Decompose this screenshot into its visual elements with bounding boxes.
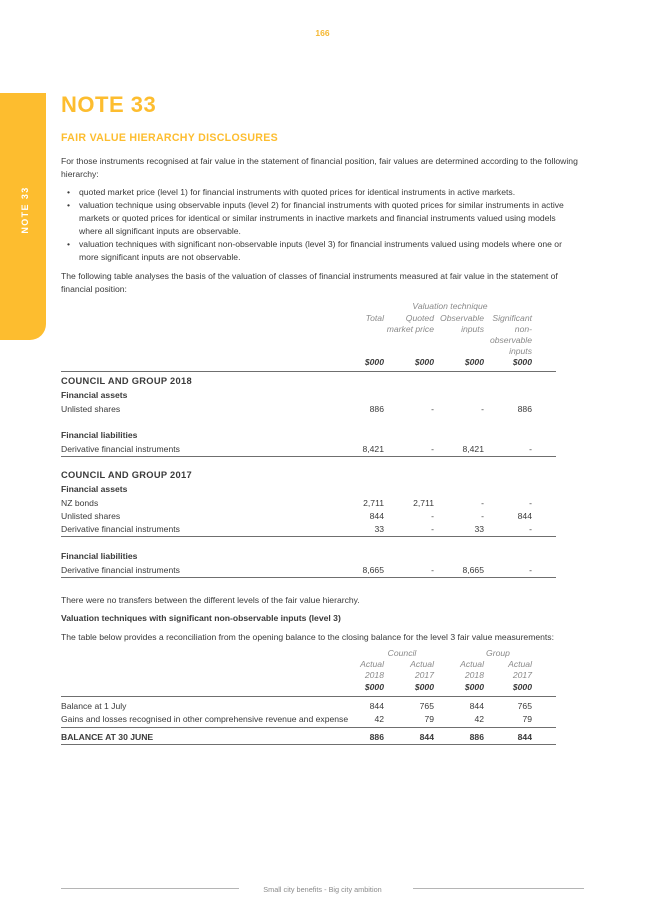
cell-quoted: - [431, 404, 434, 414]
cell-group-2017: 844 [517, 732, 532, 742]
cell-significant: - [529, 498, 532, 508]
unit-label: $000 [414, 357, 434, 367]
cell-significant: 886 [517, 404, 532, 414]
table-row [61, 564, 556, 576]
valuation-techniques-heading: Valuation techniques with significant non-observable inputs (level 3) [61, 613, 341, 623]
cell-observable: 8,421 [462, 444, 484, 454]
table-row [61, 497, 556, 509]
cell-group-2017: 765 [517, 701, 532, 711]
council-header: Council [387, 648, 417, 658]
cell-group-2018: 844 [469, 701, 484, 711]
col-significant-header-1: Significant [492, 313, 532, 323]
table-rule [61, 696, 556, 697]
actual-header: Actual [410, 659, 434, 669]
list-item: • valuation technique using observable inputs (level 2) for financial instruments with quoted prices for similar instruments in active markets or quoted prices for identical or similar instruments in inactive markets and financial instruments valued using models where all significant inputs are observable. [61, 199, 581, 238]
unit-label: $000 [414, 682, 434, 692]
table-row [61, 510, 556, 522]
note-title: NOTE 33 [61, 92, 157, 117]
cell-observable: 8,665 [462, 565, 484, 575]
table-rule [61, 744, 556, 745]
side-tab-text: NOTE 33 [20, 186, 30, 234]
valuation-technique-header: Valuation technique [412, 301, 488, 311]
table-intro: The following table analyses the basis of the valuation of classes of financial instruments measured at fair value in the statement of financial position: [61, 271, 558, 294]
financial-assets-heading: Financial assets [61, 484, 128, 494]
row-label: Derivative financial instruments [61, 444, 180, 454]
footer-tagline: Small city benefits - Big city ambition [263, 885, 382, 894]
cell-significant: - [529, 565, 532, 575]
table-row [61, 403, 556, 415]
list-item: • quoted market price (level 1) for financial instruments with quoted prices for identical instruments in active markets. [61, 186, 581, 199]
actual-header: Actual [460, 659, 484, 669]
col-quoted-header-2: market price [386, 324, 434, 334]
table-row [61, 523, 556, 535]
section-title: FAIR VALUE HIERARCHY DISCLOSURES [61, 132, 278, 144]
cell-observable: - [481, 498, 484, 508]
row-label: Balance at 1 July [61, 701, 127, 711]
table-rule [61, 456, 556, 457]
row-label: NZ bonds [61, 498, 99, 508]
unit-label: $000 [464, 357, 484, 367]
cell-total: 33 [374, 524, 384, 534]
col-observable-header-1: Observable [440, 313, 484, 323]
cell-observable: - [481, 511, 484, 521]
cell-significant: - [529, 524, 532, 534]
year-header: 2018 [464, 670, 484, 680]
row-label: Gains and losses recognised in other comprehensive revenue and expense [61, 714, 349, 724]
cell-total: 886 [369, 404, 384, 414]
cell-council-2018: 886 [369, 732, 384, 742]
financial-liabilities-heading: Financial liabilities [61, 430, 138, 440]
list-item: • valuation techniques with significant non-observable inputs (level 3) for financial instruments valued using models where one or more significant inputs are not observable. [61, 238, 581, 264]
cell-quoted: - [431, 565, 434, 575]
cell-total: 844 [369, 511, 384, 521]
cell-group-2018: 42 [474, 714, 484, 724]
unit-label: $000 [364, 357, 384, 367]
col-quoted-header-1: Quoted [405, 313, 434, 323]
cell-group-2018: 886 [469, 732, 484, 742]
reconciliation-intro: The table below provides a reconciliation from the opening balance to the closing balance for the level 3 fair value measurements: [61, 632, 554, 642]
actual-header: Actual [360, 659, 384, 669]
cell-council-2017: 79 [424, 714, 434, 724]
cell-quoted: - [431, 511, 434, 521]
total-label: BALANCE AT 30 JUNE [61, 732, 154, 742]
financial-liabilities-heading: Financial liabilities [61, 551, 138, 561]
group-2018-heading: COUNCIL AND GROUP 2018 [61, 376, 192, 386]
row-label: Derivative financial instruments [61, 524, 180, 534]
row-label: Unlisted shares [61, 404, 121, 414]
col-observable-header-2: inputs [461, 324, 484, 334]
table-rule [61, 727, 556, 728]
cell-total: 8,421 [362, 444, 384, 454]
cell-quoted: 2,711 [413, 498, 434, 508]
actual-header: Actual [508, 659, 532, 669]
cell-council-2017: 765 [419, 701, 434, 711]
unit-label: $000 [512, 682, 532, 692]
col-significant-header-3: observable [489, 335, 532, 345]
cell-group-2017: 79 [522, 714, 532, 724]
table-rule [61, 577, 556, 578]
cell-council-2018: 42 [374, 714, 384, 724]
cell-observable: 33 [474, 524, 484, 534]
table-rule [61, 536, 556, 537]
hierarchy-list [61, 186, 581, 264]
cell-significant: - [529, 444, 532, 454]
cell-significant: 844 [517, 511, 532, 521]
table-rule [61, 371, 556, 372]
side-tab-label [5, 186, 45, 234]
col-significant-header-2: non- [514, 324, 532, 334]
unit-label: $000 [512, 357, 532, 367]
cell-council-2017: 844 [419, 732, 434, 742]
financial-assets-heading: Financial assets [61, 390, 128, 400]
total-row [61, 731, 556, 743]
unit-label: $000 [364, 682, 384, 692]
intro-paragraph: For those instruments recognised at fair value in the statement of financial position, fair values are determined according to the following hierarchy: [61, 156, 578, 179]
cell-council-2018: 844 [369, 701, 384, 711]
row-label: Unlisted shares [61, 511, 121, 521]
year-header: 2017 [414, 670, 434, 680]
cell-total: 8,665 [362, 565, 384, 575]
page-number: 166 [315, 28, 330, 38]
group-header: Group [486, 648, 510, 658]
table-row [61, 443, 556, 455]
year-header: 2017 [512, 670, 532, 680]
cell-quoted: - [431, 444, 434, 454]
no-transfers-text: There were no transfers between the different levels of the fair value hierarchy. [61, 595, 360, 605]
table-row [61, 713, 556, 725]
cell-quoted: - [431, 524, 434, 534]
row-label: Derivative financial instruments [61, 565, 180, 575]
col-total-header: Total [365, 313, 384, 323]
group-2017-heading: COUNCIL AND GROUP 2017 [61, 470, 192, 480]
col-significant-header-4: inputs [509, 346, 532, 356]
cell-observable: - [481, 404, 484, 414]
year-header: 2018 [364, 670, 384, 680]
unit-label: $000 [464, 682, 484, 692]
cell-total: 2,711 [363, 498, 384, 508]
table-row [61, 700, 556, 712]
